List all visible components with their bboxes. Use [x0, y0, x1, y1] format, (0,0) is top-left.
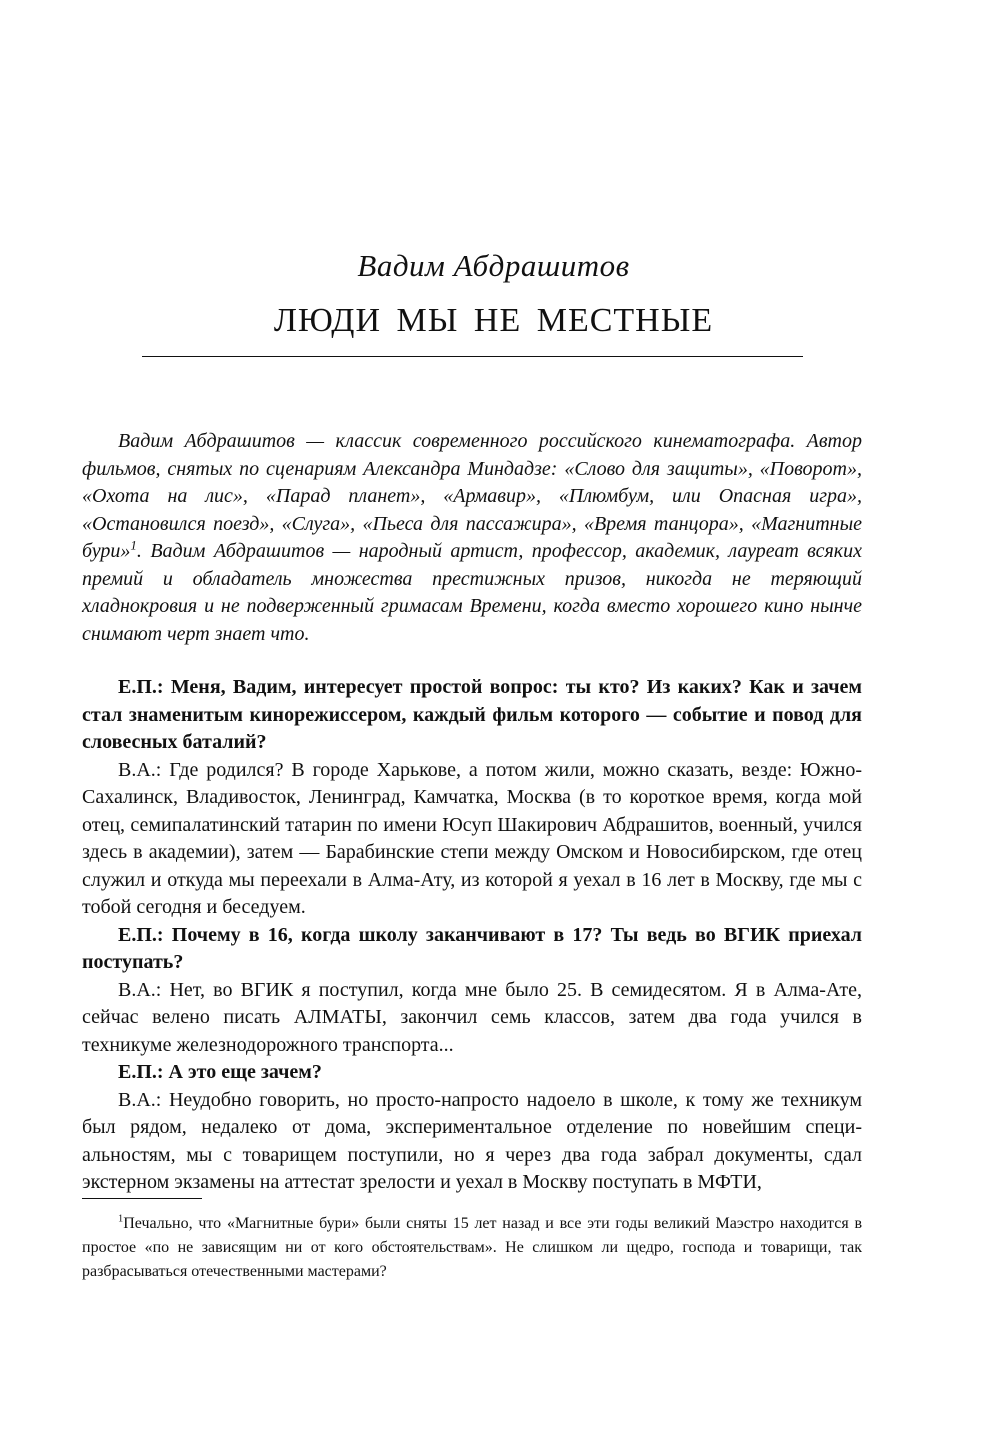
- intro-text-part-1: Вадим Абдрашитов — классик современного российского кинематографа. Автор фильмов, снятых по сценариям Александра Миндадзе: «Слово для защиты», «Поворот», «Охота на лис», «Парад планет», «Армавир», «Плюмбум, или Опасная игра», «Остановился поезд», «Слуга», «Пьеса для пассажира», «Время танцора», «Магнитные бури»: [82, 430, 862, 562]
- intro-text-part-2: . Вадим Абдрашитов — народный артист, профессор, академик, лауреат всяких премий и обладатель множества престижных призов, никогда не теряющий хладнокровия и не подверженный гримасам Времени, когда вместо хорошего кино нынче снимают черт знает что.: [82, 540, 862, 645]
- interview-dialog: [82, 674, 862, 1197]
- question-paragraph: Е.П.: Меня, Вадим, интересует простой вопрос: ты кто? Из каких? Как и зачем стал знаменитым кинорежиссером, каждый фильм которого — событие и повод для словесных баталий?: [82, 676, 862, 753]
- footnote-text: Печально, что «Магнитные бури» были сняты 15 лет назад и все эти годы великий Маэстро находится в простое «по не зависящим ни от кого обстоятельствам». Не слишком ли щедро, господа и товарищи, так разбрасываться отечественными мастерами?: [82, 1215, 862, 1280]
- question-paragraph: Е.П.: А это еще зачем?: [118, 1061, 322, 1083]
- footnote-number: 1: [118, 1213, 124, 1225]
- answer-paragraph: В.А.: Где родился? В городе Харькове, а потом жили, можно сказать, везде: Южно-Сахалинск, Владивосток, Ленинград, Камчатка, Москва (в то короткое время, когда мой отец, семипалатинский татарин по имени Юсуп Шакирович Абдрашитов, военный, учился здесь в академии), затем — Барабинские степи между Омском и Новосибирском, где отец служил и откуда мы переехали в Алма-Ату, из которой я уехал в 16 лет в Москву, где мы с тобой сегодня и беседуем.: [82, 758, 862, 918]
- footnote-divider: [82, 1198, 202, 1199]
- question-paragraph: Е.П.: Почему в 16, когда школу заканчивают в 17? Ты ведь во ВГИК приехал поступать?: [82, 923, 862, 973]
- intro-paragraph: [82, 428, 862, 648]
- chapter-title: ЛЮДИ МЫ НЕ МЕСТНЫЕ: [273, 302, 714, 339]
- answer-paragraph: В.А.: Нет, во ВГИК я поступил, когда мне было 25. В семидесятом. Я в Алма-Ате, сейчас велено писать АЛМАТЫ, закончил семь классов, затем два года учился в техникуме железнодорожного транспорта...: [82, 978, 862, 1056]
- title-divider: [142, 356, 803, 357]
- footnote-reference: 1: [130, 537, 137, 553]
- answer-paragraph: В.А.: Неудобно говорить, но просто-напросто надоело в школе, к тому же техникум был рядом, недалеко от дома, экспериментальное отделение по новейшим специальностям, мы с товарищем поступили, но я через два года забрал документы, сдал экстерном экзамены на аттестат зрелости и уехал в Москву поступать в МФТИ,: [82, 1088, 862, 1193]
- footnote: [82, 1212, 862, 1284]
- chapter-author: Вадим Абдрашитов: [357, 248, 630, 283]
